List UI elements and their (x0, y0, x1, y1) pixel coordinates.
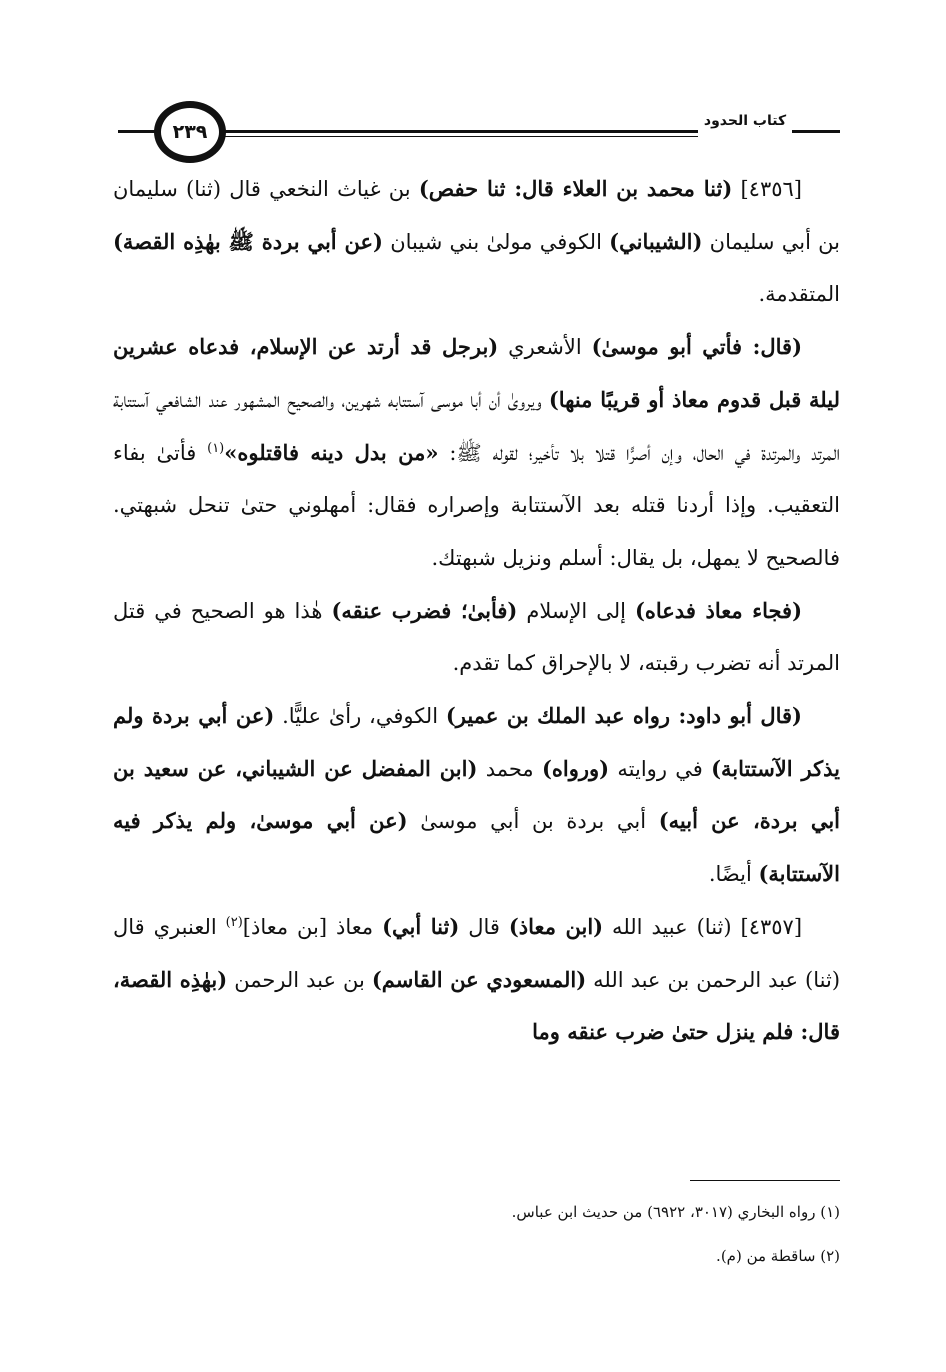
matn-bold: (فجاء معاذ فدعاه) (634, 597, 803, 623)
footnote-ref-2[interactable]: (٢) (225, 914, 243, 930)
matn-bold: (بهٰذِه القصة، قال: فلم ينزل حتىٰ ضرب عنقه وما (113, 966, 840, 1045)
footnote-2: (٢) ساقطة من (م). (716, 1247, 840, 1265)
commentary-text: في روايته (609, 756, 712, 781)
footnote-separator (690, 1180, 840, 1181)
page-number-text: ٢٣٩ (172, 121, 208, 143)
commentary-text: فأتىٰ بفاء التعقيب. وإذا أردنا قتله بعد الآستتابة وإصراره فقال: أمهلوني حتىٰ تنحل شبهتي. فالصحيح لا يمهل، بل يقال: أسلم ونزيل شبهتك. (113, 440, 840, 570)
matn-bold: (فأبىٰ؛ فضرب عنقه) (331, 597, 518, 623)
commentary-text: بن عبد الرحمن (227, 967, 372, 992)
matn-bold: (قال أبو داود: رواه عبد الملك بن عمير) (445, 703, 802, 729)
matn-bold: (ورواه) (541, 755, 610, 781)
commentary-text: الكوفي مولىٰ بني شيبان (382, 229, 610, 254)
commentary-text: العنبري قال (ثنا) عبد الرحمن بن عبد الله (113, 914, 841, 992)
header-rule-thin (222, 136, 698, 137)
commentary-text: هٰذا هو الصحيح في قتل المرتد أنه تضرب رقبته، لا بالإحراق كما تقدم. (113, 598, 840, 676)
matn-bold: (برجل قد أرتد عن الإسلام، فدعاه عشرين ليلة قبل قدوم معاذ أو قريبًا منها) (113, 334, 840, 412)
paragraph-abu-dawud (113, 690, 840, 901)
matn-bold: (ثنا محمد بن العلاء قال: ثنا حفص) (418, 176, 733, 201)
matn-bold: (عن أبي موسىٰ، ولم يذكر فيه الآستتابة) (113, 808, 840, 887)
paragraph-4356 (113, 163, 840, 321)
commentary-text: بن غياث النخعي قال (ثنا) سليمان بن أبي سليمان (113, 177, 840, 254)
matn-bold: (ابن المفضل عن الشيباني، عن سعيد بن أبي بردة، عن أبيه) (113, 755, 841, 834)
commentary-text: الكوفي، رأىٰ عليًّا. (274, 704, 446, 729)
paragraph-muadh (113, 585, 840, 690)
header-rule-middle (222, 130, 698, 133)
paragraph-abu-musa (113, 321, 840, 585)
commentary-text: أبي بردة بن أبي موسىٰ (407, 809, 659, 834)
commentary-text: الأشعري (498, 335, 592, 360)
matn-bold: (قال: فأتي أبو موسىٰ) (591, 334, 803, 360)
footnote-ref-1[interactable]: (١) (207, 440, 225, 456)
header-rule-right (792, 130, 840, 133)
paragraph-4357 (113, 901, 840, 1059)
matn-bold: (المسعودي عن القاسم) (371, 966, 587, 992)
commentary-text: قال (459, 914, 509, 939)
commentary-text: المتقدمة. (758, 282, 840, 307)
matn-bold: (عن أبي بردة ﷺ بهٰذِه القصة) (113, 228, 383, 254)
running-head: كتاب الحدود (703, 113, 787, 129)
matn-bold: (ثنا أبي) (382, 913, 460, 939)
page-number (154, 101, 226, 163)
footnote-1: (١) رواه البخاري (٣٠١٧، ٦٩٢٢) من حديث ابن عباس. (511, 1203, 840, 1221)
commentary-text: محمد (477, 756, 542, 781)
commentary-text: معاذ [بن معاذ] (242, 914, 383, 939)
commentary-text: ويروىٰ أن أبا موسى آستتابه شهرين، والصحيح المشهور عند الشافعي آستتابة المرتد والمرتدة في الحال، وإن أصرًّا قتلا بلا تأخير؛ لقوله ﷺ: (113, 387, 840, 465)
matn-bold: «من بدل دينه فاقتلوه» (224, 439, 439, 465)
matn-bold: (عن أبي بردة ولم يذكر الآستتابة) (113, 703, 840, 781)
header-rule-left (118, 130, 158, 133)
main-text (113, 163, 840, 1059)
matn-bold: (الشيباني) (609, 228, 703, 254)
commentary-text: إلى الإسلام (517, 598, 635, 623)
commentary-text: أيضًا. (708, 862, 759, 887)
matn-bold: (ابن معاذ) (508, 913, 604, 939)
footnotes (113, 1190, 840, 1278)
hadith-number: [٤٣٥٧] (ثنا) عبيد الله (603, 914, 803, 939)
hadith-number: [٤٣٥٦] (732, 177, 802, 201)
